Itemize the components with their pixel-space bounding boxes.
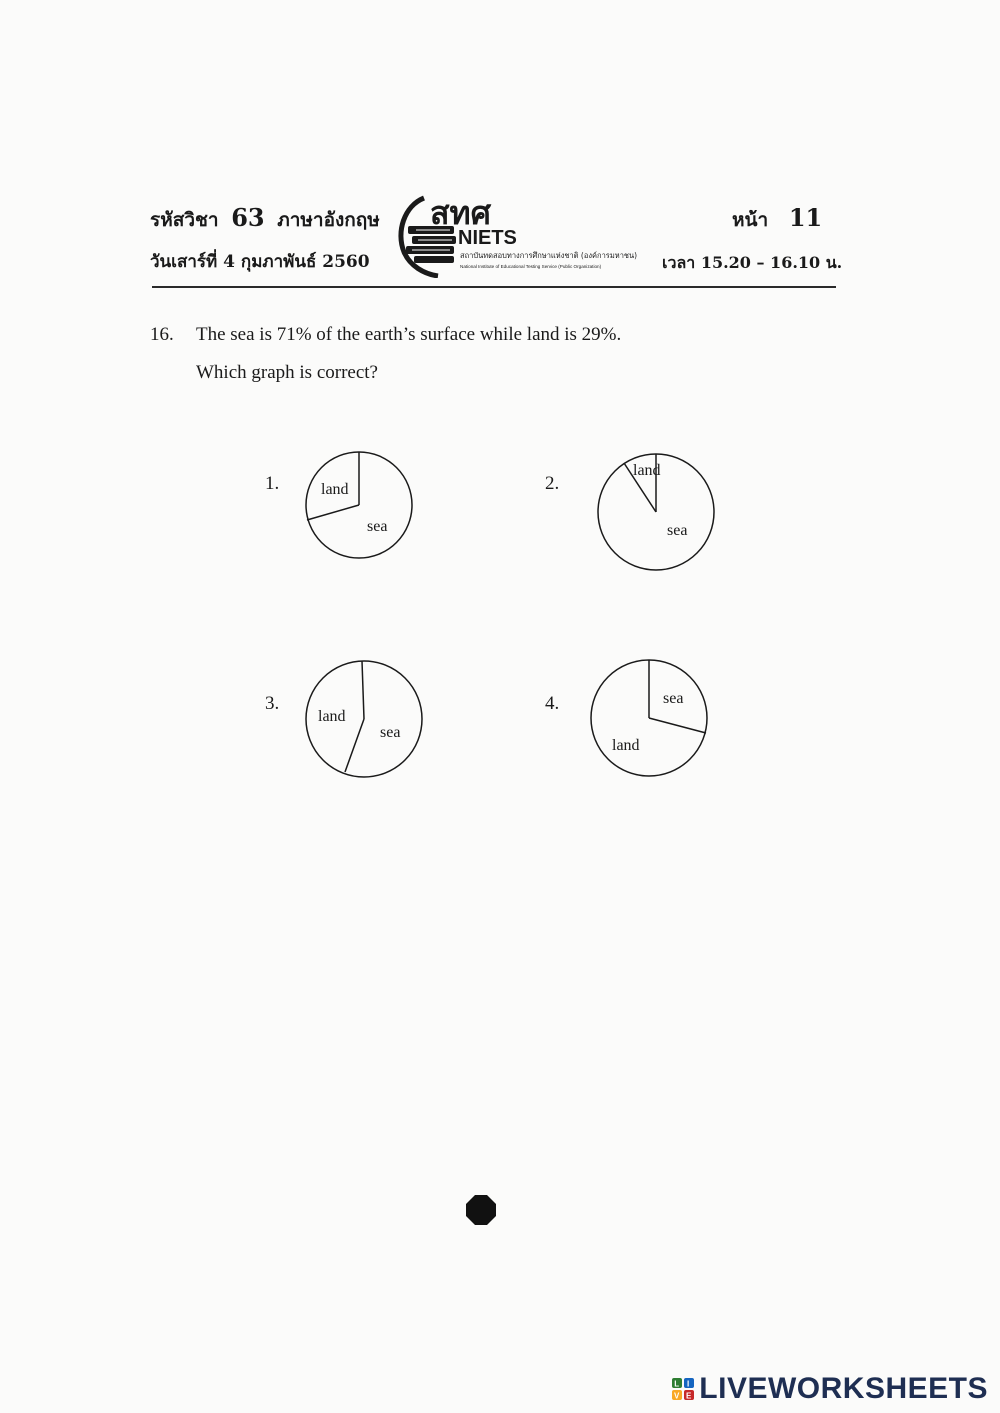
option-1-divider-side bbox=[307, 505, 359, 520]
option-3-pie-chart[interactable] bbox=[305, 660, 425, 780]
option-4-pie-chart[interactable] bbox=[590, 658, 712, 780]
question-prompt: Which graph is correct? bbox=[196, 362, 378, 383]
logo-thai-mark: สทศ bbox=[430, 194, 491, 232]
exam-date: วันเสาร์ที่ 4 กุมภาพันธ์ 2560 bbox=[150, 252, 370, 272]
svg-text:L: L bbox=[674, 1379, 680, 1389]
svg-text:V: V bbox=[674, 1391, 680, 1401]
option-1-pie-chart[interactable] bbox=[305, 450, 415, 560]
subject-code bbox=[150, 203, 380, 235]
option-3-land-label: land bbox=[318, 708, 346, 725]
option-4-label[interactable]: 4. bbox=[545, 693, 560, 714]
option-4-sea-label: sea bbox=[663, 690, 684, 707]
liveworksheets-brand bbox=[671, 1372, 988, 1406]
option-2-pie-chart[interactable] bbox=[597, 453, 717, 573]
option-2-label[interactable]: 2. bbox=[545, 473, 560, 494]
brand-text: LIVEWORKSHEETS bbox=[699, 1372, 988, 1405]
option-2-sea-label: sea bbox=[667, 522, 688, 539]
octagon-marker bbox=[465, 1194, 497, 1226]
option-3-divider-bottom bbox=[345, 719, 364, 772]
page-label-text: หน้า bbox=[732, 209, 769, 231]
option-2-land-label: land bbox=[633, 462, 661, 479]
option-4-land-label: land bbox=[612, 737, 640, 754]
question-number: 16. bbox=[150, 324, 174, 345]
niets-logo bbox=[394, 192, 662, 278]
subject-code-number: 63 bbox=[231, 203, 265, 232]
logo-acronym: NIETS bbox=[458, 227, 517, 249]
page-number: 11 bbox=[788, 203, 823, 232]
option-1-label[interactable]: 1. bbox=[265, 473, 280, 494]
question-text: The sea is 71% of the earth’s surface while land is 29%. bbox=[196, 324, 622, 345]
page-label bbox=[732, 203, 822, 235]
header-divider bbox=[152, 286, 836, 288]
svg-text:E: E bbox=[686, 1391, 692, 1401]
subject-label: รหัสวิชา bbox=[150, 209, 219, 231]
option-1-sea-label: sea bbox=[367, 518, 388, 535]
option-4-divider-side bbox=[649, 718, 706, 733]
svg-text:I: I bbox=[687, 1379, 690, 1389]
logo-english-name: National Institute of Educational Testing Service (Public Organization) bbox=[460, 264, 602, 269]
subject-name: ภาษาอังกฤษ bbox=[277, 209, 380, 231]
exam-time: เวลา 15.20 – 16.10 น. bbox=[662, 253, 843, 272]
option-3-label[interactable]: 3. bbox=[265, 693, 280, 714]
option-1-land-label: land bbox=[321, 481, 349, 498]
option-3-sea-label: sea bbox=[380, 724, 401, 741]
logo-thai-name: สถาบันทดสอบทางการศึกษาแห่งชาติ (องค์การมหาชน) bbox=[460, 251, 638, 260]
option-3-divider-top bbox=[362, 661, 364, 719]
liveworksheets-logo-icon bbox=[671, 1377, 695, 1401]
